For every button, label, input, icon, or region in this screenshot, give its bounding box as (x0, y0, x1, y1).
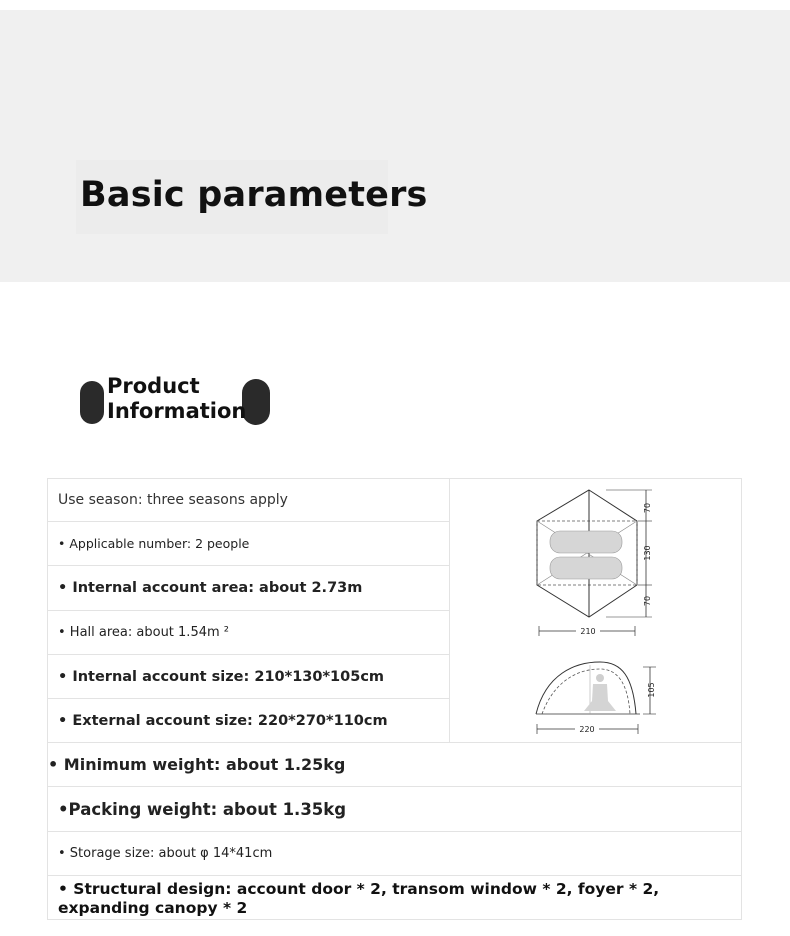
section-title-line2: Information (107, 399, 247, 423)
tent-diagram (450, 479, 741, 742)
spec-row-applicable-number: • Applicable number: 2 people (58, 536, 250, 551)
spec-row-use-season: Use season: three seasons apply (58, 492, 288, 508)
dim-height: 105 (647, 682, 656, 698)
header-band (0, 10, 790, 282)
section-pill-left (80, 381, 104, 424)
spec-row-external-size: • External account size: 220*270*110cm (58, 712, 388, 729)
spec-row-storage-size: • Storage size: about φ 14*41cm (58, 846, 273, 861)
dim-middle: 130 (643, 545, 652, 561)
spec-row-internal-area: • Internal account area: about 2.73m (58, 580, 363, 596)
section-title (107, 374, 246, 424)
dim-width-top: 210 (580, 627, 596, 636)
dim-bottom: 70 (643, 595, 652, 607)
person-figure-body (584, 684, 616, 711)
spec-row-structural-design: • Structural design: account door * 2, transom window * 2, foyer * 2, expanding canopy * 2 (58, 879, 660, 917)
spec-row-internal-size: • Internal account size: 210*130*105cm (58, 668, 385, 685)
dim-width-side: 220 (579, 725, 595, 734)
dim-top: 70 (643, 502, 652, 514)
spec-row-minimum-weight: • Minimum weight: about 1.25kg (48, 755, 346, 774)
person-figure-head (596, 674, 604, 682)
section-title-line1: Product (107, 374, 200, 398)
tent-top-view (537, 490, 652, 637)
tent-side-view (536, 662, 656, 735)
table-divider (47, 875, 742, 876)
spec-row-hall-area: • Hall area: about 1.54m ² (58, 625, 229, 640)
spec-row-packing-weight: •Packing weight: about 1.35kg (58, 799, 347, 819)
page-title: Basic parameters (80, 175, 428, 215)
